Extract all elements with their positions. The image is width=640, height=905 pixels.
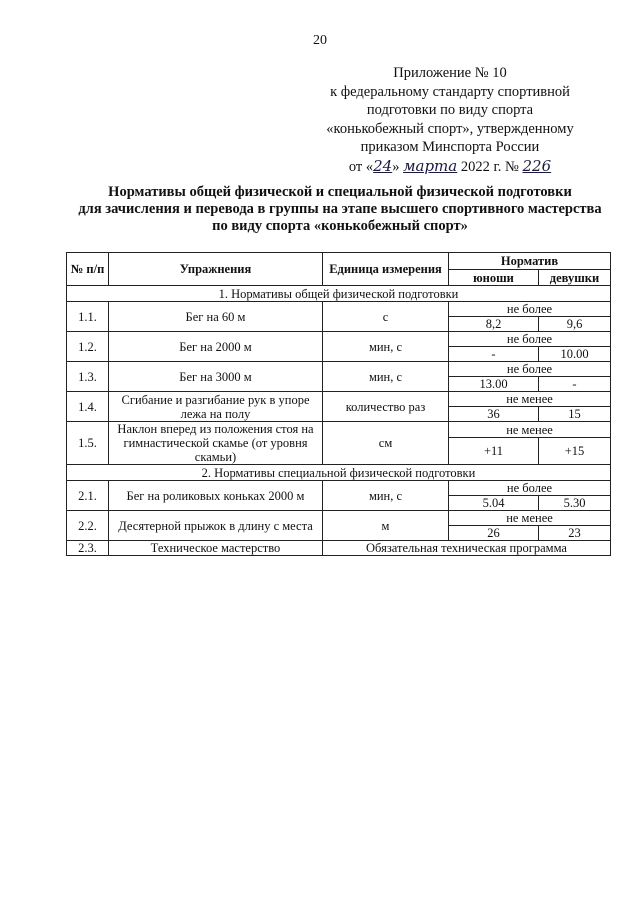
date-prefix: от « [348, 158, 374, 175]
row-boys-value: 26 [449, 526, 539, 541]
row-unit: мин, с [323, 362, 449, 392]
row-girls-value: 9,6 [539, 317, 611, 332]
title-line-3: по виду спорта «конькобежный спорт» [212, 218, 468, 234]
row-num: 1.3. [67, 362, 109, 392]
row-boys-value: 13.00 [449, 377, 539, 392]
row-num: 2.3. [67, 541, 109, 556]
section-1-heading: 1. Нормативы общей физической подготовки [67, 286, 611, 302]
row-boys-value: 5.04 [449, 496, 539, 511]
appendix-line-4: «конькобежный спорт», утвержденному [326, 120, 574, 137]
row-num: 2.1. [67, 481, 109, 511]
appendix-line-5: приказом Минспорта России [360, 139, 540, 155]
row-exercise: Бег на роликовых коньках 2000 м [109, 481, 323, 511]
row-condition: не более [449, 332, 611, 347]
row-girls-value: 10.00 [539, 347, 611, 362]
title-line-1: Нормативы общей физической и специальной физической подготовки [108, 184, 572, 200]
date-year: 2022 г. № [460, 158, 519, 175]
row-exercise: Бег на 3000 м [109, 362, 323, 392]
row-num: 1.5. [67, 422, 109, 465]
header-unit: Единица измерения [323, 253, 449, 286]
order-number-handwritten: 226 [522, 156, 552, 175]
row-unit: с [323, 302, 449, 332]
title-line-2: для зачисления и перевода в группы на этапе высшего спортивного мастерства [78, 201, 602, 217]
row-num: 1.1. [67, 302, 109, 332]
row-unit: количество раз [323, 392, 449, 422]
row-exercise: Десятерной прыжок в длину с места [109, 511, 323, 541]
row-exercise: Бег на 2000 м [109, 332, 323, 362]
row-condition: не более [449, 362, 611, 377]
header-boys: юноши [449, 270, 539, 286]
norms-table [66, 252, 611, 556]
row-girls-value: 5.30 [539, 496, 611, 511]
row-unit: мин, с [323, 481, 449, 511]
row-num: 2.2. [67, 511, 109, 541]
row-unit: Обязательная техническая программа [323, 541, 611, 556]
row-condition: не менее [449, 422, 611, 438]
row-unit: см [323, 422, 449, 465]
row-boys-value: +11 [449, 438, 539, 465]
page-number: 20 [313, 33, 327, 48]
row-num: 1.4. [67, 392, 109, 422]
row-girls-value: 23 [539, 526, 611, 541]
row-exercise: Наклон вперед из положения стоя на гимнастической скамье (от уровня скамьи) [109, 422, 323, 465]
appendix-block [300, 64, 600, 176]
date-day-handwritten: 24 [373, 156, 393, 175]
row-condition: не менее [449, 392, 611, 407]
row-condition: не менее [449, 511, 611, 526]
row-exercise: Сгибание и разгибание рук в упоре лежа на полу [109, 392, 323, 422]
row-girls-value: 15 [539, 407, 611, 422]
row-boys-value: 8,2 [449, 317, 539, 332]
appendix-date-line [300, 157, 600, 177]
row-condition: не более [449, 302, 611, 317]
document-title [70, 184, 610, 235]
date-month-handwritten: марта [403, 156, 458, 175]
row-exercise: Бег на 60 м [109, 302, 323, 332]
row-boys-value: 36 [449, 407, 539, 422]
row-girls-value: +15 [539, 438, 611, 465]
row-num: 1.2. [67, 332, 109, 362]
header-exercise: Упражнения [109, 253, 323, 286]
row-exercise: Техническое мастерство [109, 541, 323, 556]
appendix-line-3: подготовки по виду спорта [366, 102, 534, 118]
date-mid: » [392, 158, 400, 175]
section-2-heading: 2. Нормативы специальной физической подготовки [67, 465, 611, 481]
header-num: № п/п [67, 253, 109, 286]
row-unit: м [323, 511, 449, 541]
header-norm: Норматив [449, 253, 611, 270]
row-boys-value: - [449, 347, 539, 362]
row-unit: мин, с [323, 332, 449, 362]
appendix-line-1: Приложение № 10 [393, 65, 507, 81]
row-condition: не более [449, 481, 611, 496]
appendix-line-2: к федеральному стандарту спортивной [330, 83, 570, 100]
row-girls-value: - [539, 377, 611, 392]
header-girls: девушки [539, 270, 611, 286]
